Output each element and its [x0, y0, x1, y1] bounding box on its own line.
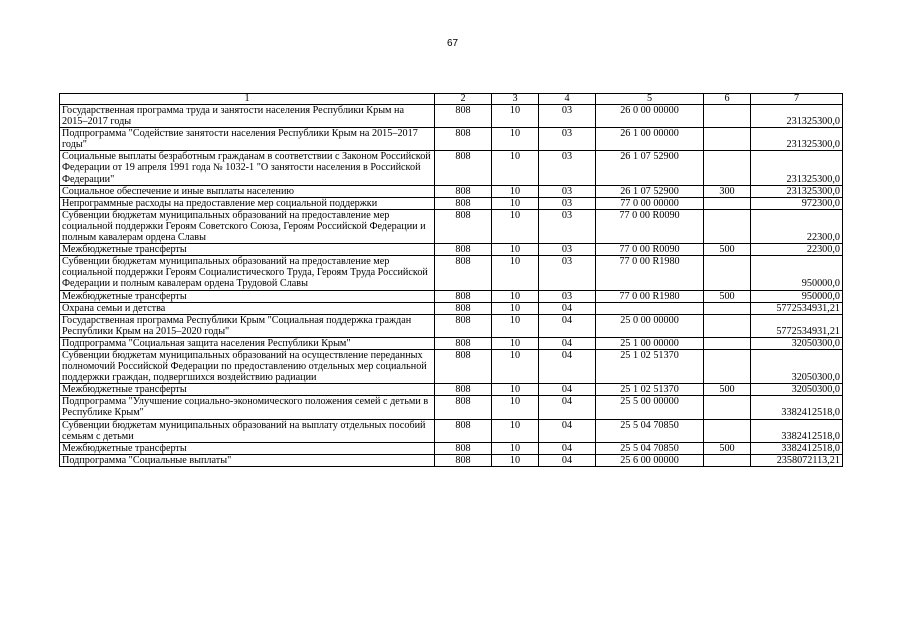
- page-number: 67: [446, 38, 459, 49]
- row-section-cell: 10: [492, 349, 539, 383]
- row-expense-type-cell: [704, 105, 751, 128]
- row-section-cell: 10: [492, 384, 539, 396]
- row-amount-cell: 5772534931,21: [751, 302, 843, 314]
- row-target-article-cell: 77 0 00 R0090: [596, 209, 704, 243]
- row-section-cell: 10: [492, 209, 539, 243]
- budget-table: [59, 93, 843, 467]
- row-amount-cell: 950000,0: [751, 256, 843, 290]
- row-amount-cell: 32050300,0: [751, 384, 843, 396]
- row-amount-cell: 32050300,0: [751, 337, 843, 349]
- row-section-cell: 10: [492, 396, 539, 419]
- table-row: [60, 185, 843, 197]
- row-code-cell: 808: [435, 151, 492, 185]
- table-row: [60, 151, 843, 185]
- row-amount-cell: 231325300,0: [751, 128, 843, 151]
- table-row: [60, 337, 843, 349]
- row-section-cell: 10: [492, 197, 539, 209]
- row-amount-cell: 3382412518,0: [751, 419, 843, 442]
- row-amount-cell: 5772534931,21: [751, 314, 843, 337]
- row-subsection-cell: 04: [539, 302, 596, 314]
- row-section-cell: 10: [492, 454, 539, 466]
- row-amount-cell: 231325300,0: [751, 151, 843, 185]
- row-code-cell: 808: [435, 454, 492, 466]
- row-subsection-cell: 03: [539, 290, 596, 302]
- table-header-row: [60, 94, 843, 105]
- row-target-article-cell: 25 0 00 00000: [596, 314, 704, 337]
- row-section-cell: 10: [492, 128, 539, 151]
- row-target-article-cell: 25 1 00 00000: [596, 337, 704, 349]
- table-row: [60, 197, 843, 209]
- column-header: 7: [751, 94, 843, 105]
- row-expense-type-cell: [704, 314, 751, 337]
- row-subsection-cell: 04: [539, 419, 596, 442]
- row-code-cell: 808: [435, 105, 492, 128]
- row-code-cell: 808: [435, 396, 492, 419]
- row-code-cell: 808: [435, 256, 492, 290]
- row-subsection-cell: 03: [539, 151, 596, 185]
- row-expense-type-cell: [704, 209, 751, 243]
- row-expense-type-cell: [704, 151, 751, 185]
- row-section-cell: 10: [492, 244, 539, 256]
- row-expense-type-cell: 500: [704, 384, 751, 396]
- row-code-cell: 808: [435, 442, 492, 454]
- row-name-cell: Субвенции бюджетам муниципальных образований на предоставление мер социальной поддержки Героям Советского Союза, Героям Российской Федерации и полным кавалерам ордена Славы: [60, 209, 435, 243]
- table-row: [60, 290, 843, 302]
- row-target-article-cell: 25 1 02 51370: [596, 349, 704, 383]
- row-target-article-cell: 77 0 00 R0090: [596, 244, 704, 256]
- row-subsection-cell: 04: [539, 349, 596, 383]
- row-code-cell: 808: [435, 302, 492, 314]
- table-row: [60, 302, 843, 314]
- table-row: [60, 128, 843, 151]
- row-amount-cell: 231325300,0: [751, 185, 843, 197]
- row-code-cell: 808: [435, 314, 492, 337]
- row-target-article-cell: 77 0 00 00000: [596, 197, 704, 209]
- row-expense-type-cell: 500: [704, 290, 751, 302]
- column-header: 4: [539, 94, 596, 105]
- column-header: 3: [492, 94, 539, 105]
- row-amount-cell: 22300,0: [751, 244, 843, 256]
- row-target-article-cell: 26 1 07 52900: [596, 151, 704, 185]
- row-amount-cell: 972300,0: [751, 197, 843, 209]
- row-expense-type-cell: [704, 349, 751, 383]
- row-section-cell: 10: [492, 290, 539, 302]
- row-target-article-cell: 26 1 07 52900: [596, 185, 704, 197]
- column-header: 6: [704, 94, 751, 105]
- row-expense-type-cell: [704, 197, 751, 209]
- row-name-cell: Субвенции бюджетам муниципальных образований на предоставление мер социальной поддержки Героям Социалистического Труда, Героям Труда Российской Федерации и полным кавалерам ордена Трудовой Славы: [60, 256, 435, 290]
- row-name-cell: Межбюджетные трансферты: [60, 442, 435, 454]
- row-target-article-cell: [596, 302, 704, 314]
- row-target-article-cell: 25 5 00 00000: [596, 396, 704, 419]
- row-section-cell: 10: [492, 256, 539, 290]
- row-subsection-cell: 03: [539, 128, 596, 151]
- row-name-cell: Подпрограмма "Социальные выплаты": [60, 454, 435, 466]
- row-name-cell: Межбюджетные трансферты: [60, 384, 435, 396]
- row-expense-type-cell: [704, 128, 751, 151]
- row-subsection-cell: 04: [539, 396, 596, 419]
- row-target-article-cell: 26 0 00 00000: [596, 105, 704, 128]
- table-row: [60, 314, 843, 337]
- row-amount-cell: 950000,0: [751, 290, 843, 302]
- row-target-article-cell: 77 0 00 R1980: [596, 256, 704, 290]
- row-section-cell: 10: [492, 314, 539, 337]
- row-expense-type-cell: [704, 256, 751, 290]
- row-name-cell: Подпрограмма "Содействие занятости населения Республики Крым на 2015–2017 годы": [60, 128, 435, 151]
- row-amount-cell: 231325300,0: [751, 105, 843, 128]
- row-expense-type-cell: [704, 396, 751, 419]
- table-row: [60, 256, 843, 290]
- row-code-cell: 808: [435, 197, 492, 209]
- row-code-cell: 808: [435, 128, 492, 151]
- row-expense-type-cell: [704, 454, 751, 466]
- row-name-cell: Социальные выплаты безработным гражданам в соответствии с Законом Российской Федерации от 19 апреля 1991 года № 1032-1 "О занятости населения в Российской Федерации": [60, 151, 435, 185]
- row-section-cell: 10: [492, 337, 539, 349]
- row-amount-cell: 2358072113,21: [751, 454, 843, 466]
- row-name-cell: Подпрограмма "Улучшение социально-экономического положения семей с детьми в Республике Крым": [60, 396, 435, 419]
- row-code-cell: 808: [435, 384, 492, 396]
- table-body: [60, 105, 843, 467]
- row-expense-type-cell: [704, 419, 751, 442]
- row-name-cell: Субвенции бюджетам муниципальных образований на осуществление переданных полномочий Российской Федерации по предоставлению отдельных мер социальной поддержки граждан, подвергшихся воздействию радиации: [60, 349, 435, 383]
- column-header: 5: [596, 94, 704, 105]
- row-subsection-cell: 03: [539, 209, 596, 243]
- row-subsection-cell: 04: [539, 337, 596, 349]
- row-subsection-cell: 04: [539, 442, 596, 454]
- row-name-cell: Межбюджетные трансферты: [60, 244, 435, 256]
- row-code-cell: 808: [435, 337, 492, 349]
- column-header: 1: [60, 94, 435, 105]
- table-row: [60, 244, 843, 256]
- row-amount-cell: 32050300,0: [751, 349, 843, 383]
- row-expense-type-cell: 500: [704, 442, 751, 454]
- row-target-article-cell: 77 0 00 R1980: [596, 290, 704, 302]
- row-expense-type-cell: [704, 302, 751, 314]
- row-code-cell: 808: [435, 349, 492, 383]
- row-code-cell: 808: [435, 185, 492, 197]
- row-subsection-cell: 03: [539, 244, 596, 256]
- row-expense-type-cell: [704, 337, 751, 349]
- row-target-article-cell: 26 1 00 00000: [596, 128, 704, 151]
- table-row: [60, 105, 843, 128]
- row-name-cell: Непрограммные расходы на предоставление мер социальной поддержки: [60, 197, 435, 209]
- row-target-article-cell: 25 5 04 70850: [596, 419, 704, 442]
- row-amount-cell: 3382412518,0: [751, 396, 843, 419]
- row-expense-type-cell: 500: [704, 244, 751, 256]
- table-row: [60, 384, 843, 396]
- row-subsection-cell: 03: [539, 185, 596, 197]
- row-subsection-cell: 03: [539, 197, 596, 209]
- row-amount-cell: 22300,0: [751, 209, 843, 243]
- table-row: [60, 419, 843, 442]
- column-header: 2: [435, 94, 492, 105]
- row-target-article-cell: 25 6 00 00000: [596, 454, 704, 466]
- row-amount-cell: 3382412518,0: [751, 442, 843, 454]
- table-row: [60, 442, 843, 454]
- row-section-cell: 10: [492, 442, 539, 454]
- row-code-cell: 808: [435, 244, 492, 256]
- row-name-cell: Межбюджетные трансферты: [60, 290, 435, 302]
- row-name-cell: Субвенции бюджетам муниципальных образований на выплату отдельных пособий семьям с детьми: [60, 419, 435, 442]
- table-row: [60, 396, 843, 419]
- table-row: [60, 454, 843, 466]
- row-code-cell: 808: [435, 290, 492, 302]
- row-code-cell: 808: [435, 209, 492, 243]
- table-row: [60, 209, 843, 243]
- row-subsection-cell: 03: [539, 256, 596, 290]
- table-row: [60, 349, 843, 383]
- row-name-cell: Охрана семьи и детства: [60, 302, 435, 314]
- row-target-article-cell: 25 5 04 70850: [596, 442, 704, 454]
- row-subsection-cell: 03: [539, 105, 596, 128]
- row-name-cell: Государственная программа труда и занятости населения Республики Крым на 2015–2017 годы: [60, 105, 435, 128]
- row-target-article-cell: 25 1 02 51370: [596, 384, 704, 396]
- row-section-cell: 10: [492, 105, 539, 128]
- row-subsection-cell: 04: [539, 314, 596, 337]
- row-section-cell: 10: [492, 185, 539, 197]
- row-name-cell: Государственная программа Республики Крым "Социальная поддержка граждан Республики Крым на 2015–2020 годы": [60, 314, 435, 337]
- row-section-cell: 10: [492, 302, 539, 314]
- row-subsection-cell: 04: [539, 454, 596, 466]
- row-code-cell: 808: [435, 419, 492, 442]
- row-subsection-cell: 04: [539, 384, 596, 396]
- row-section-cell: 10: [492, 419, 539, 442]
- row-section-cell: 10: [492, 151, 539, 185]
- row-name-cell: Социальное обеспечение и иные выплаты населению: [60, 185, 435, 197]
- row-expense-type-cell: 300: [704, 185, 751, 197]
- row-name-cell: Подпрограмма "Социальная защита населения Республики Крым": [60, 337, 435, 349]
